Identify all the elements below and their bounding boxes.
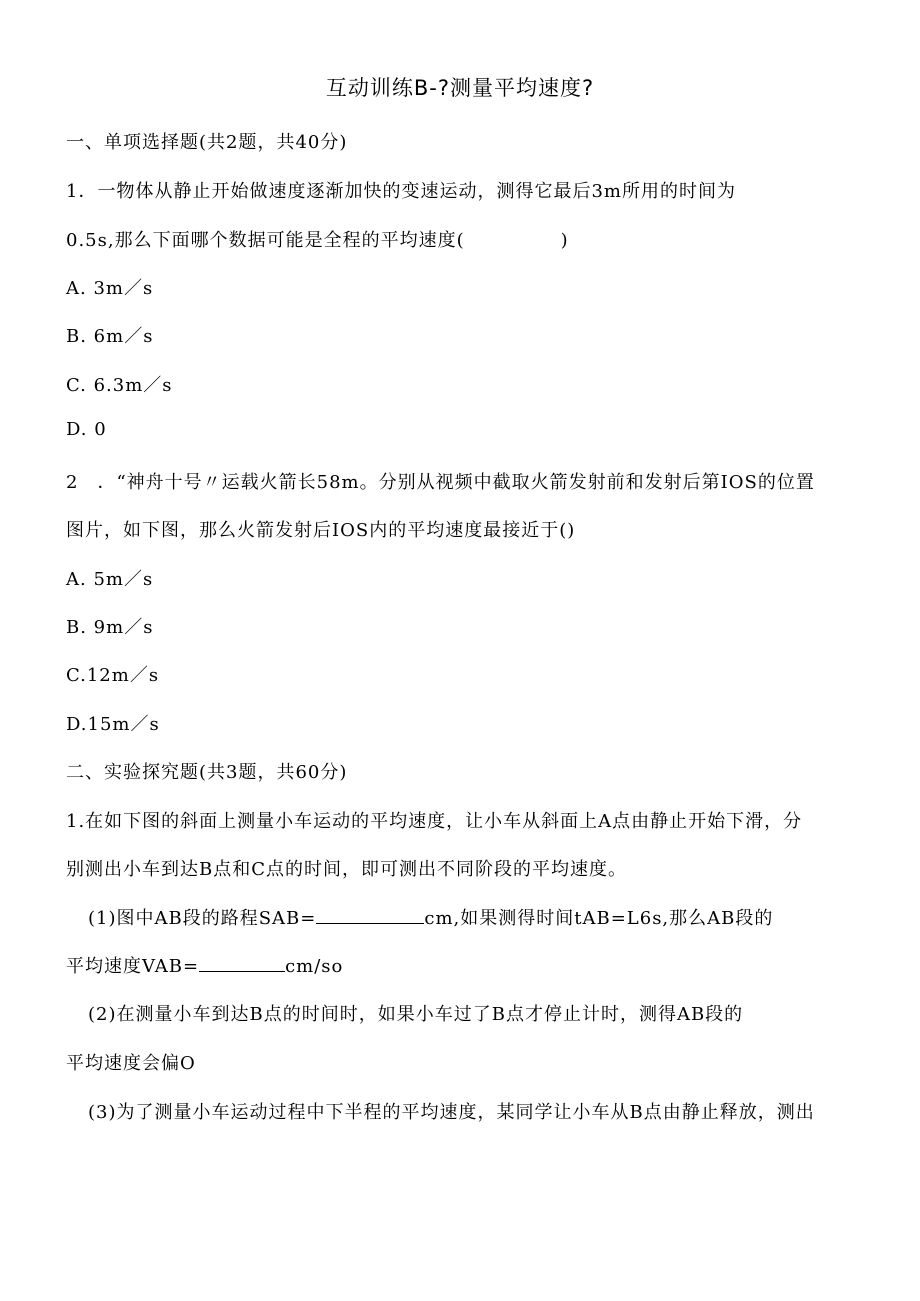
s2-q1-line2: 别测出小车到达B点和C点的时间，即可测出不同阶段的平均速度。 — [66, 859, 627, 880]
s2-q1-part3: (3)为了测量小车运动过程中下半程的平均速度，某同学让小车从B点由静止释放，测出 — [88, 1102, 815, 1123]
q2-line2: 图片，如下图，那么火箭发射后IOS内的平均速度最接近于() — [66, 520, 576, 541]
q2-option-d: D.15m／s — [66, 714, 160, 735]
q1-line2-close: ) — [560, 230, 569, 251]
q2-option-b: B. 9m／s — [66, 617, 154, 638]
q2-line1: 2 ．“神舟十号〃运载火箭长58m。分别从视频中截取火箭发射前和发射后第IOS的位置 — [66, 472, 815, 493]
fill-blank-vab — [199, 970, 285, 972]
q1-option-c: C. 6.3m／s — [66, 375, 173, 396]
s2-q1-part1 — [88, 904, 773, 930]
part1-text-a: (1)图中AB段的路程SAB= — [88, 908, 317, 929]
section2-heading: 二、实验探究题(共3题，共60分) — [66, 762, 348, 783]
q1-line2 — [66, 226, 569, 252]
s2-q1-part2: (2)在测量小车到达B点的时间时，如果小车过了B点才停止计时，测得AB段的 — [88, 1004, 744, 1025]
q1-option-d: D. 0 — [66, 419, 107, 440]
q1-line2-text: 0.5s,那么下面哪个数据可能是全程的平均速度( — [66, 230, 465, 251]
q1-option-b: B. 6m／s — [66, 326, 154, 347]
q2-option-a: A. 5m／s — [66, 569, 154, 590]
section1-heading: 一、单项选择题(共2题，共40分) — [66, 132, 348, 153]
part1-text-d: cm/so — [285, 956, 344, 977]
part1-text-c: 平均速度VAB= — [66, 956, 200, 977]
s2-q1-part2-cont: 平均速度会偏O — [66, 1053, 196, 1074]
q1-option-a: A. 3m／s — [66, 278, 154, 299]
s2-q1-line1: 1.在如下图的斜面上测量小车运动的平均速度，让小车从斜面上A点由静止开始下滑，分 — [66, 811, 803, 832]
s2-q1-part1-cont — [66, 952, 343, 978]
q1-line1: 1．一物体从静止开始做速度逐渐加快的变速运动，测得它最后3m所用的时间为 — [66, 181, 736, 202]
fill-blank-sab — [316, 922, 424, 924]
page-title: 互动训练B-?测量平均速度? — [325, 76, 595, 100]
part1-text-b: cm,如果测得时间tAB=L6s,那么AB段的 — [424, 908, 774, 929]
q2-option-c: C.12m／s — [66, 665, 160, 686]
